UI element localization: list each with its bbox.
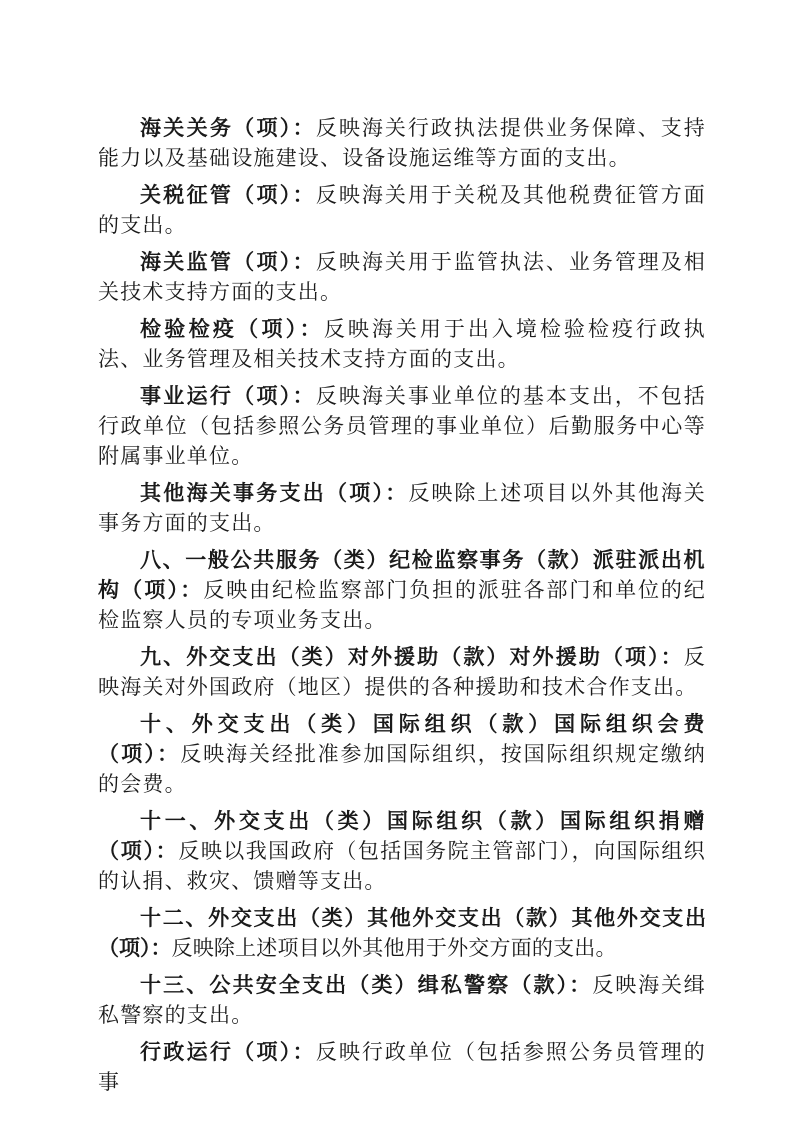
paragraph-section-13: [98, 970, 706, 1030]
paragraph-text: 反映海关行政执法提供业务保障、支持能力以及基础设施建设、设备设施运维等方面的支出。: [98, 116, 707, 170]
paragraph-section-8: [98, 545, 706, 635]
paragraph-text: 反映海关对外国政府（地区）提供的各种援助和技术合作支出。: [98, 645, 706, 699]
paragraph-heading: 十三、公共安全支出（类）缉私警察（款）：: [140, 973, 593, 997]
paragraph-heading: 十二、外交支出（类）其他外交支出（款）其他外交支出（项）：: [98, 906, 706, 960]
paragraph-heading: 海关监管（项）：: [140, 250, 316, 274]
paragraph-text: 反映由纪检监察部门负担的派驻各部门和单位的纪检监察人员的专项业务支出。: [98, 578, 706, 632]
paragraph-text: 反映除上述项目以外其他用于外交方面的支出。: [171, 936, 617, 960]
paragraph-heading: 行政运行（项）：: [140, 1040, 316, 1064]
paragraph-section-12: [98, 903, 706, 963]
paragraph-heading: 海关关务（项）：: [140, 116, 316, 140]
paragraph-institution-operation: [98, 381, 706, 471]
document-body: [98, 113, 706, 1104]
paragraph-customs-supervision: [98, 247, 706, 307]
paragraph-heading: 其他海关事务支出（项）：: [140, 481, 409, 505]
paragraph-other-customs-affairs: [98, 478, 706, 538]
paragraph-administrative-operation: [98, 1037, 706, 1097]
paragraph-heading: 检验检疫（项）：: [140, 317, 324, 341]
paragraph-text: 反映海关用于监管执法、业务管理及相关技术支持方面的支出。: [98, 250, 707, 304]
paragraph-section-10: [98, 709, 706, 799]
paragraph-heading: 十、外交支出（类）国际组织（款）国际组织会费（项）：: [98, 712, 706, 766]
paragraph-heading: 十一、外交支出（类）国际组织（款）国际组织捐赠（项）：: [98, 809, 706, 863]
paragraph-section-9: [98, 642, 706, 702]
paragraph-tariff-collection: [98, 180, 706, 240]
paragraph-text: 反映海关缉私警察的支出。: [98, 973, 707, 1027]
paragraph-heading: 九、外交支出（类）对外援助（款）对外援助（项）：: [140, 645, 684, 669]
paragraph-text: 反映海关用于关税及其他税费征管方面的支出。: [98, 183, 707, 237]
paragraph-text: 反映行政单位（包括参照公务员管理的事: [98, 1040, 707, 1094]
paragraph-section-11: [98, 806, 706, 896]
paragraph-text: 反映海关经批准参加国际组织，按国际组织规定缴纳的会费。: [98, 742, 707, 796]
paragraph-text: 反映海关事业单位的基本支出，不包括行政单位（包括参照公务员管理的事业单位）后勤服务中心等附属事业单位。: [98, 384, 707, 468]
paragraph-text: 反映以我国政府（包括国务院主管部门），向国际组织的认捐、救灾、馈赠等支出。: [98, 839, 706, 893]
paragraph-text: 反映除上述项目以外其他海关事务方面的支出。: [98, 481, 706, 535]
paragraph-heading: 关税征管（项）：: [140, 183, 316, 207]
paragraph-heading: 事业运行（项）：: [140, 384, 316, 408]
paragraph-inspection-quarantine: [98, 314, 706, 374]
paragraph-customs-affairs: [98, 113, 706, 173]
paragraph-text: 反映海关用于出入境检验检疫行政执法、业务管理及相关技术支持方面的支出。: [98, 317, 707, 371]
paragraph-heading: 八、一般公共服务（类）纪检监察事务（款）派驻派出机构（项）：: [98, 548, 706, 602]
